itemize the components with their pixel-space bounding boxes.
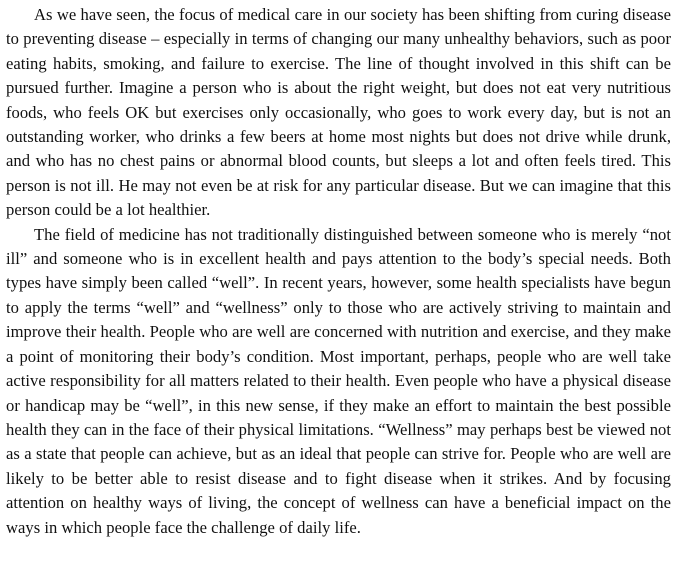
paragraph-1: As we have seen, the focus of medical care in our society has been shifting from curing disease to preventing disease – especially in terms of changing our many unhealthy behaviors, such as poor eating habits, smoking, and failure to exercise. The line of thought involved in this shift can be pursued further. Imagine a person who is about the right weight, but does not eat very nutritious foods, who feels OK but exercises only occasionally, who goes to work every day, but is not an outstanding worker, who drinks a few beers at home most nights but does not drive while drunk, and who has no chest pains or abnormal blood counts, but sleeps a lot and often feels tired. This person is not ill. He may not even be at risk for any particular disease. But we can imagine that this person could be a lot healthier. [6,5,671,220]
paragraph-2: The field of medicine has not traditionally distinguished between someone who is merely “not ill” and someone who is in excellent health and pays attention to the body’s special needs. Both types have simply been called “well”. In recent years, however, some health specialists have begun to apply the terms “well” and “wellness” only to those who are actively striving to maintain and improve their health. People who are well are concerned with nutrition and exercise, and they make a point of monitoring their body’s condition. Most important, perhaps, people who are well take active responsibility for all matters related to their health. Even people who have a physical disease or handicap may be “well”, in this new sense, if they make an effort to maintain the best possible health they can in the face of their physical limitations. “Wellness” may perhaps best be viewed not as a state that people can achieve, but as an ideal that people can strive for. People who are well are likely to be better able to resist disease and to fight disease when it strikes. And by focusing attention on healthy ways of living, the concept of wellness can have a beneficial impact on the ways in which people face the challenge of daily life. [6,224,671,537]
